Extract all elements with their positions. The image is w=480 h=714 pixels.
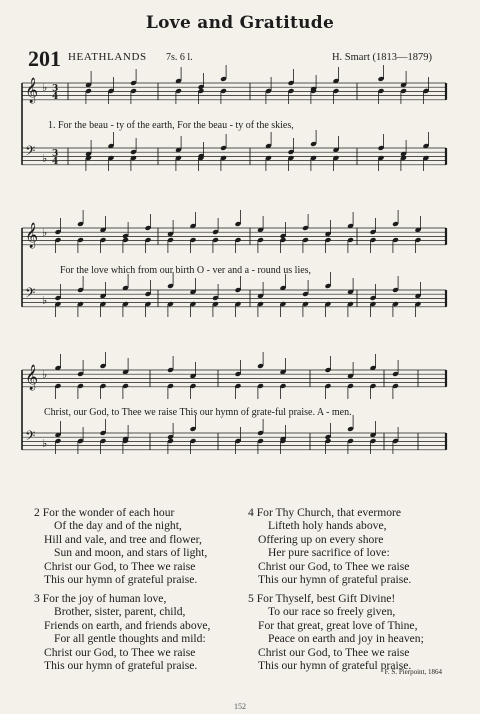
tune-name: HEATHLANDS — [68, 51, 147, 63]
verse-line: This our hymn of grateful praise. — [44, 573, 198, 587]
verse-line: Her pure sacrifice of love: — [268, 546, 390, 560]
flat-icon: ♭ — [42, 81, 48, 94]
verse-line: Offering up on every shore — [258, 532, 384, 546]
verse-line: Christ our God, to Thee we raise — [258, 645, 410, 659]
hymn-number: 201 — [28, 46, 61, 71]
verse-2 — [34, 506, 207, 586]
flat-icon: ♭ — [42, 368, 48, 381]
bass-clef-icon: 𝄢 — [25, 285, 36, 304]
verse-line: This our hymn of grateful praise. — [44, 659, 198, 673]
verse-4 — [248, 506, 411, 586]
lyric-line-1: 1. For the beau - ty of the earth, For the beau - ty of the skies, — [48, 120, 294, 131]
verse-5 — [248, 592, 424, 672]
time-signature-top: 3 — [52, 84, 59, 94]
treble-clef-icon: 𝄞 — [25, 223, 39, 248]
verse-line: Lifteth holy hands above, — [268, 519, 387, 533]
verse-line: 2 For the wonder of each hour — [34, 506, 175, 519]
time-signature-top: 3 — [52, 149, 59, 159]
verse-line: Sun and moon, and stars of light, — [54, 546, 208, 560]
verse-line: Of the day and of the night, — [54, 519, 182, 533]
flat-icon: ♭ — [42, 437, 48, 450]
verse-line: This our hymn of grateful praise. — [258, 659, 412, 673]
attribution: F. S. Pierpoint, 1864 — [384, 668, 442, 676]
meter: 7s. 6 l. — [166, 52, 193, 63]
verse-line: This our hymn of grateful praise. — [258, 573, 412, 587]
section-title: Love and Gratitude — [145, 13, 335, 33]
time-signature-bottom: 4 — [52, 92, 59, 102]
verse-line: Hill and vale, and tree and flower, — [44, 532, 202, 546]
verse-line: 4 For Thy Church, that evermore — [248, 506, 402, 519]
composer: H. Smart (1813—1879) — [331, 52, 432, 63]
treble-clef-icon: 𝄞 — [25, 365, 39, 390]
bass-clef-icon: 𝄢 — [25, 428, 36, 447]
flat-icon: ♭ — [42, 226, 48, 239]
verse-3 — [34, 592, 210, 672]
lyric-line-3: Christ, our God, to Thee we raise This our hymn of grate-ful praise. A - men. — [44, 407, 352, 418]
flat-icon: ♭ — [42, 294, 48, 307]
lyric-line-2: For the love which from our birth O - ver and a - round us lies, — [60, 265, 312, 276]
verse-line: Brother, sister, parent, child, — [54, 605, 186, 619]
verse-line: Christ our God, to Thee we raise — [44, 645, 196, 659]
treble-clef-icon: 𝄞 — [25, 78, 39, 103]
verse-line: Peace on earth and joy in heaven; — [268, 632, 424, 646]
verse-line: 5 For Thyself, best Gift Divine! — [248, 592, 396, 605]
verse-line: 3 For the joy of human love, — [34, 592, 167, 605]
page-number: 152 — [234, 702, 246, 711]
bass-clef-icon: 𝄢 — [25, 143, 36, 162]
time-signature-bottom: 4 — [52, 157, 59, 167]
flat-icon: ♭ — [42, 152, 48, 165]
verse-line: For all gentle thoughts and mild: — [54, 632, 206, 646]
verse-line: For that great, great love of Thine, — [258, 618, 418, 632]
verse-line: Christ our God, to Thee we raise — [258, 559, 410, 573]
verse-line: Friends on earth, and friends above, — [44, 618, 211, 632]
verse-line: Christ our God, to Thee we raise — [44, 559, 196, 573]
verse-line: To our race so freely given, — [268, 605, 396, 619]
